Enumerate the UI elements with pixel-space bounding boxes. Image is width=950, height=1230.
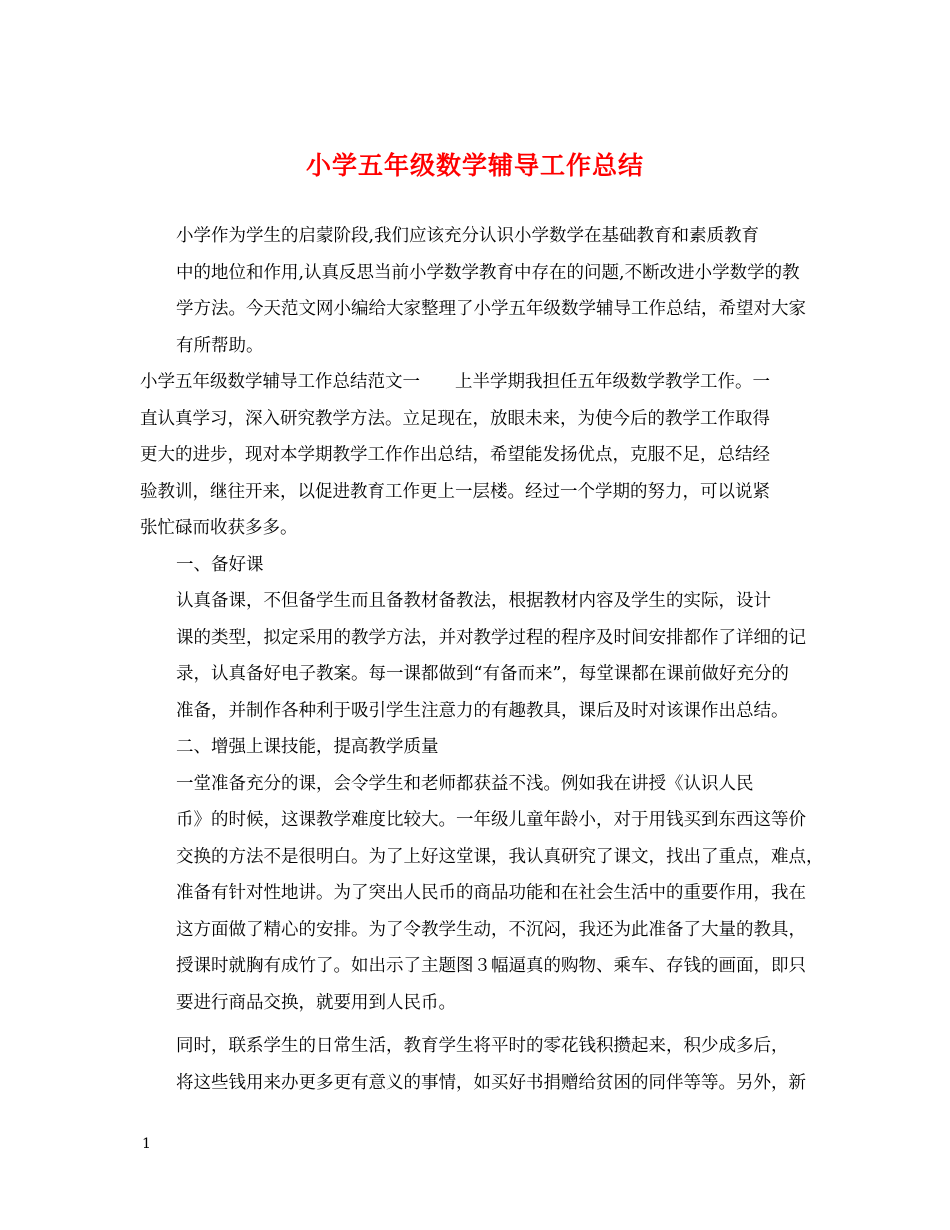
paragraph-lesson-prep — [140, 583, 822, 729]
paragraph-intro — [140, 218, 822, 364]
document-title: 小学五年级数学辅导工作总结 — [305, 151, 644, 180]
paragraph-heading-1 — [140, 547, 822, 584]
text-line: 将这些钱用来办更多更有意义的事情，如买好书捐赠给贫困的同伴等等。另外，新 — [176, 1072, 806, 1093]
text-line: 二、增强上课技能，提高教学质量 — [176, 737, 439, 757]
text-line: 一堂准备充分的课，会令学生和老师都获益不浅。例如我在讲授《认识人民 — [176, 773, 754, 794]
text-line: 有所帮助。 — [176, 335, 264, 356]
paragraph-sample-one — [140, 364, 822, 547]
text-line: 交换的方法不是很明白。为了上好这堂课，我认真研究了课文，找出了重点，难点， — [176, 846, 824, 867]
text-line: 准备有针对性地讲。为了突出人民币的商品功能和在社会生活中的重要作用，我在 — [176, 883, 806, 903]
text-line: 一、备好课 — [176, 554, 264, 575]
text-line: 中的地位和作用,认真反思当前小学数学教育中存在的问题,不断改进小学数学的教 — [176, 262, 800, 283]
text-line: 验教训，继往开来，以促进教育工作更上一层楼。经过一个学期的努力，可以说紧 — [140, 481, 770, 502]
document-body — [140, 218, 822, 1101]
text-line: 这方面做了精心的安排。为了令教学生动，不沉闷，我还为此准备了大量的教具， — [176, 919, 806, 940]
text-line: 准备，并制作各种利于吸引学生注意力的有趣教具，课后及时对该课作出总结。 — [176, 700, 789, 721]
text-line: 要进行商品交换，就要用到人民币。 — [176, 992, 456, 1013]
paragraph-teaching-skill — [140, 766, 822, 1022]
paragraph-daily-life — [140, 1028, 822, 1101]
text-line: 小学五年级数学辅导工作总结范文一 上半学期我担任五年级数学教学工作。一 — [140, 372, 770, 392]
page-number: 1 — [142, 1136, 151, 1152]
text-line: 认真备课，不但备学生而且备教材备教法，根据教材内容及学生的实际，设计 — [176, 591, 771, 611]
text-line: 张忙碌而收获多多。 — [140, 518, 298, 538]
text-line: 授课时就胸有成竹了。如出示了主题图３幅逼真的购物、乘车、存钱的画面，即只 — [176, 956, 806, 976]
text-line: 学方法。今天范文网小编给大家整理了小学五年级数学辅导工作总结，希望对大家 — [176, 299, 806, 319]
text-line: 同时，联系学生的日常生活，教育学生将平时的零花钱积攒起来，积少成多后， — [176, 1036, 789, 1056]
text-line: 直认真学习，深入研究教学方法。立足现在，放眼未来，为使今后的教学工作取得 — [140, 408, 770, 429]
text-line: 更大的进步，现对本学期教学工作作出总结，希望能发扬优点，克服不足，总结经 — [140, 445, 770, 465]
text-line: 录，认真备好电子教案。每一课都做到“有备而来”，每堂课都在课前做好充分的 — [176, 664, 789, 684]
text-line: 币》的时候，这课教学难度比较大。一年级儿童年龄小，对于用钱买到东西这等价 — [176, 810, 806, 830]
text-line: 小学作为学生的启蒙阶段,我们应该充分认识小学数学在基础教育和素质教育 — [176, 226, 760, 246]
text-line: 课的类型，拟定采用的教学方法，并对教学过程的程序及时间安排都作了详细的记 — [176, 627, 806, 648]
paragraph-heading-2 — [140, 729, 822, 766]
